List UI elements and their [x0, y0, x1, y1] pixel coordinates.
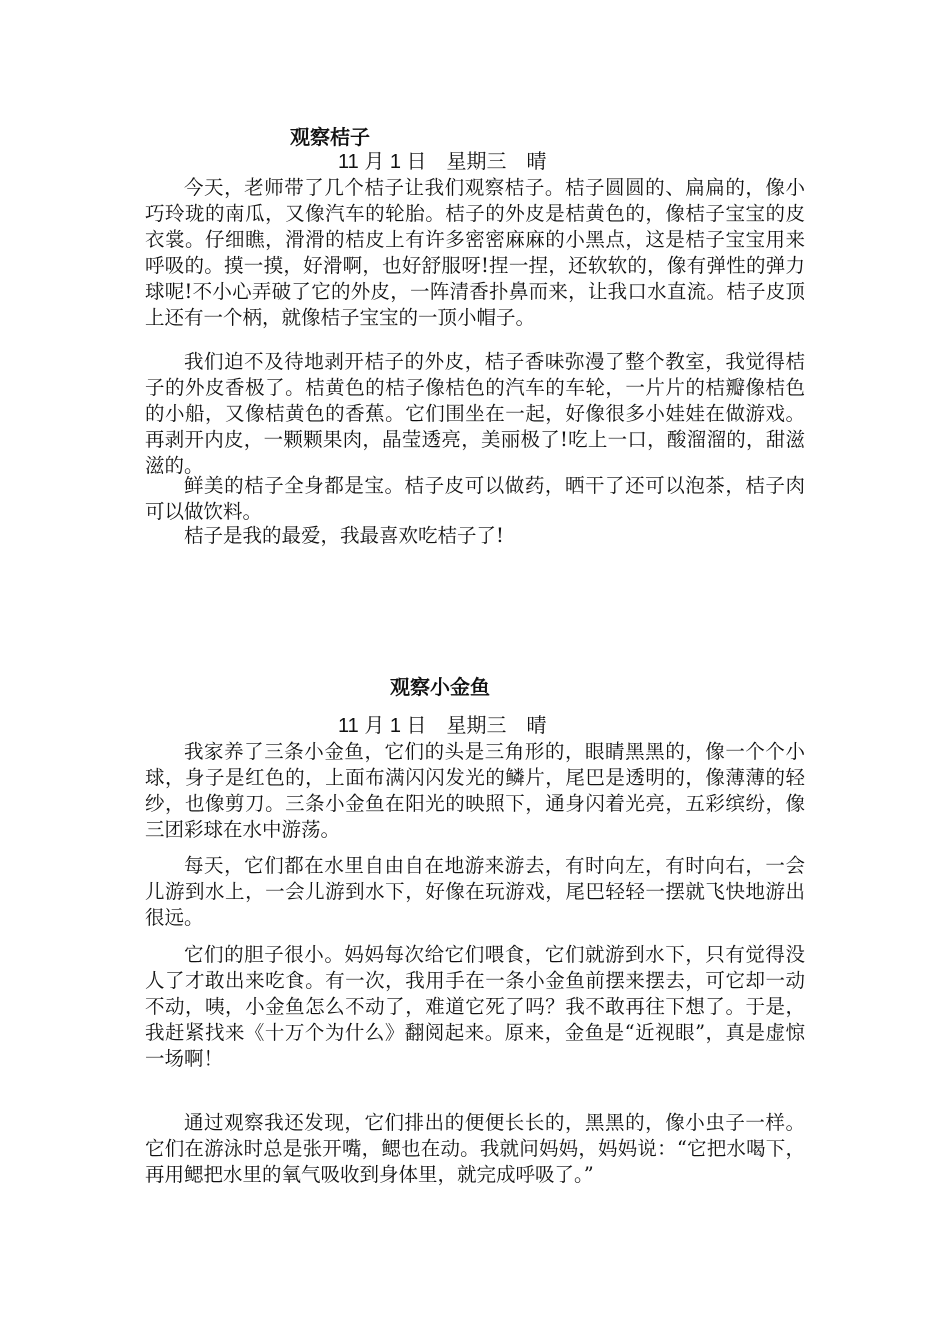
essay-paragraph: 鲜美的桔子全身都是宝。桔子皮可以做药，晒干了还可以泡茶，桔子肉可以做饮料。 [145, 474, 805, 523]
essay-paragraph: 我家养了三条小金鱼，它们的头是三角形的，眼睛黑黑的，像一个个小球，身子是红色的，上面布满闪闪发光的鳞片，尾巴是透明的，像薄薄的轻纱，也像剪刀。三条小金鱼在阳光的映照下，通身闪着光亮，五彩缤纷，像三团彩球在水中游荡。 [145, 740, 805, 841]
essay-paragraph: 每天，它们都在水里自由自在地游来游去，有时向左，有时向右，一会儿游到水上，一会儿游到水下，好像在玩游戏，尾巴轻轻一摆就飞快地游出很远。 [145, 854, 805, 929]
essay-paragraph: 桔子是我的最爱，我最喜欢吃桔子了! [184, 524, 504, 547]
essay-paragraph: 通过观察我还发现，它们排出的便便长长的，黑黑的，像小虫子一样。它们在游泳时总是张开嘴，鳃也在动。我就问妈妈，妈妈说：“它把水喝下，再用鳃把水里的氧气吸收到身体里，就完成呼吸了。” [145, 1111, 805, 1186]
essay-title: 观察小金鱼 [390, 675, 490, 699]
essay-date: 11 月 1 日 星期三 晴 [338, 151, 547, 173]
essay-title: 观察桔子 [290, 125, 370, 149]
essay-date: 11 月 1 日 星期三 晴 [338, 715, 547, 737]
essay-paragraph: 今天，老师带了几个桔子让我们观察桔子。桔子圆圆的、扁扁的，像小巧玲珑的南瓜，又像汽车的轮胎。桔子的外皮是桔黄色的，像桔子宝宝的皮衣裳。仔细瞧，滑滑的桔皮上有许多密密麻麻的小黑点，这是桔子宝宝用来呼吸的。摸一摸，好滑啊，也好舒服呀!捏一捏，还软软的，像有弹性的弹力球呢!不小心弄破了它的外皮，一阵清香扑鼻而来，让我口水直流。桔子皮顶上还有一个柄，就像桔子宝宝的一顶小帽子。 [145, 176, 805, 329]
essay-paragraph: 我们迫不及待地剥开桔子的外皮，桔子香味弥漫了整个教室，我觉得桔子的外皮香极了。桔黄色的桔子像桔色的汽车的车轮，一片片的桔瓣像桔色的小船，又像桔黄色的香蕉。它们围坐在一起，好像很多小娃娃在做游戏。再剥开内皮，一颗颗果肉，晶莹透亮，美丽极了!吃上一口，酸溜溜的，甜滋滋的。 [145, 350, 805, 477]
essay-paragraph: 它们的胆子很小。妈妈每次给它们喂食，它们就游到水下，只有觉得没人了才敢出来吃食。有一次，我用手在一条小金鱼前摆来摆去，可它却一动不动，咦，小金鱼怎么不动了，难道它死了吗？我不敢再往下想了。于是，我赶紧找来《十万个为什么》翻阅起来。原来，金鱼是“近视眼”，真是虚惊一场啊！ [145, 943, 805, 1070]
